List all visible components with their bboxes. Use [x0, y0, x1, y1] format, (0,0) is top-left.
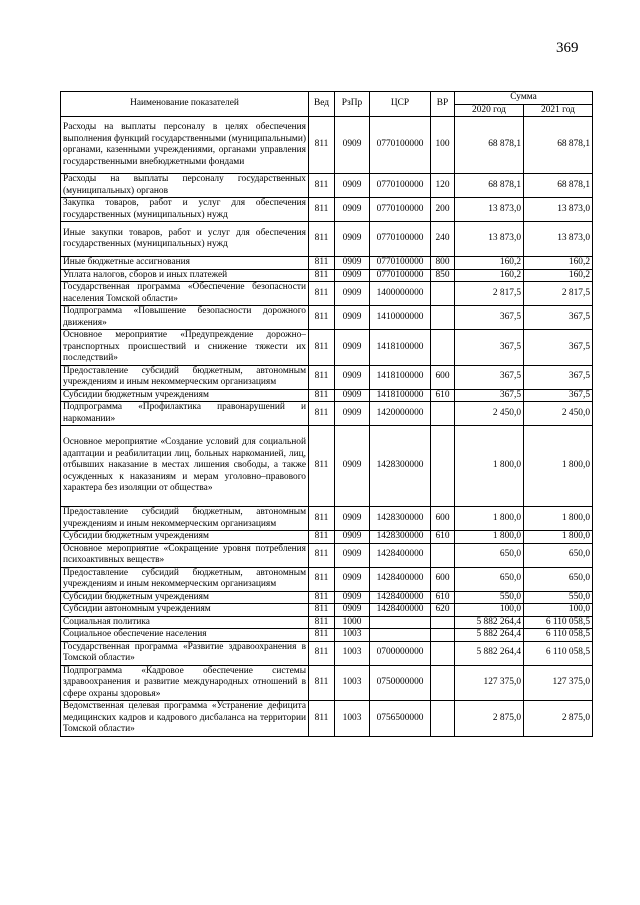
row-rzpr-cell: 1003	[335, 629, 370, 642]
row-vr-cell	[431, 282, 455, 306]
row-ved-cell: 811	[309, 402, 335, 426]
row-sum-2021-cell: 160,2	[524, 269, 593, 282]
row-vr-cell: 800	[431, 257, 455, 270]
row-ved-cell: 811	[309, 282, 335, 306]
row-vr-cell	[431, 330, 455, 366]
row-vr-cell	[431, 629, 455, 642]
row-sum-2020-cell: 160,2	[455, 257, 524, 270]
row-name-cell: Субсидии бюджетным учреждениям	[61, 389, 309, 402]
header-vr: ВР	[431, 92, 455, 117]
row-sum-2020-cell: 100,0	[455, 604, 524, 617]
row-ved-cell: 811	[309, 426, 335, 507]
row-name-cell: Государственная программа «Обеспечение безопасности населения Томской области»	[61, 282, 309, 306]
row-sum-2020-cell: 650,0	[455, 567, 524, 591]
row-sum-2020-cell: 1 800,0	[455, 426, 524, 507]
row-rzpr-cell: 0909	[335, 591, 370, 604]
header-year-2021: 2021 год	[524, 104, 593, 117]
row-sum-2021-cell: 650,0	[524, 543, 593, 567]
row-csr-cell	[370, 616, 431, 629]
row-vr-cell	[431, 616, 455, 629]
row-ved-cell: 811	[309, 604, 335, 617]
row-csr-cell: 1428300000	[370, 426, 431, 507]
row-sum-2020-cell: 367,5	[455, 389, 524, 402]
row-sum-2020-cell: 160,2	[455, 269, 524, 282]
header-name: Наименование показателей	[61, 92, 309, 117]
row-ved-cell: 811	[309, 543, 335, 567]
row-csr-cell: 1418100000	[370, 330, 431, 366]
row-sum-2020-cell: 550,0	[455, 591, 524, 604]
row-sum-2020-cell: 68 878,1	[455, 117, 524, 174]
row-rzpr-cell: 0909	[335, 282, 370, 306]
table-row	[61, 641, 593, 665]
row-csr-cell: 1428400000	[370, 591, 431, 604]
table-row	[61, 629, 593, 642]
row-sum-2021-cell: 650,0	[524, 567, 593, 591]
row-name-cell: Расходы на выплаты персоналу в целях обеспечения выполнения функций государственными (муниципальными) органами, казенными учреждениями, органами управления государственными внебюджетными фондами	[61, 117, 309, 174]
row-vr-cell: 610	[431, 591, 455, 604]
table-row	[61, 665, 593, 701]
row-csr-cell: 0770100000	[370, 257, 431, 270]
row-rzpr-cell: 0909	[335, 365, 370, 389]
table-header	[61, 92, 593, 117]
row-sum-2021-cell: 1 800,0	[524, 531, 593, 544]
row-ved-cell: 811	[309, 174, 335, 198]
row-ved-cell: 811	[309, 665, 335, 701]
table-row	[61, 701, 593, 737]
row-vr-cell: 600	[431, 365, 455, 389]
row-name-cell: Подпрограмма «Повышение безопасности дорожного движения»	[61, 306, 309, 330]
row-name-cell: Государственная программа «Развитие здравоохранения в Томской области»	[61, 641, 309, 665]
row-sum-2021-cell: 2 817,5	[524, 282, 593, 306]
row-rzpr-cell: 0909	[335, 269, 370, 282]
row-csr-cell: 1420000000	[370, 402, 431, 426]
row-rzpr-cell: 1003	[335, 665, 370, 701]
row-sum-2021-cell: 13 873,0	[524, 222, 593, 257]
row-vr-cell: 600	[431, 567, 455, 591]
table-row	[61, 591, 593, 604]
row-csr-cell: 1428300000	[370, 507, 431, 531]
row-rzpr-cell: 0909	[335, 543, 370, 567]
row-csr-cell	[370, 629, 431, 642]
row-sum-2021-cell: 2 450,0	[524, 402, 593, 426]
row-csr-cell: 0756500000	[370, 701, 431, 737]
row-name-cell: Предоставление субсидий бюджетным, автономным учреждениям и иным некоммерческим организациям	[61, 507, 309, 531]
row-csr-cell: 0700000000	[370, 641, 431, 665]
row-rzpr-cell: 0909	[335, 222, 370, 257]
row-ved-cell: 811	[309, 616, 335, 629]
row-name-cell: Основное мероприятие «Сокращение уровня потребления психоактивных веществ»	[61, 543, 309, 567]
row-sum-2020-cell: 2 817,5	[455, 282, 524, 306]
row-sum-2021-cell: 6 110 058,5	[524, 641, 593, 665]
row-name-cell: Предоставление субсидий бюджетным, автономным учреждениям и иным некоммерческим организациям	[61, 567, 309, 591]
budget-table	[60, 91, 593, 737]
row-csr-cell: 0770100000	[370, 269, 431, 282]
page-number: 369	[556, 40, 579, 56]
row-rzpr-cell: 0909	[335, 531, 370, 544]
row-rzpr-cell: 0909	[335, 257, 370, 270]
header-year-2020: 2020 год	[455, 104, 524, 117]
table-row	[61, 282, 593, 306]
row-csr-cell: 0770100000	[370, 117, 431, 174]
table-row	[61, 507, 593, 531]
row-name-cell: Социальная политика	[61, 616, 309, 629]
row-sum-2021-cell: 13 873,0	[524, 198, 593, 222]
row-name-cell: Основное мероприятие «Предупреждение дорожно–транспортных происшествий и снижение тяжести их последствий»	[61, 330, 309, 366]
row-vr-cell: 120	[431, 174, 455, 198]
row-ved-cell: 811	[309, 330, 335, 366]
table-row	[61, 567, 593, 591]
table-row	[61, 604, 593, 617]
row-sum-2021-cell: 550,0	[524, 591, 593, 604]
table-row	[61, 531, 593, 544]
row-sum-2020-cell: 5 882 264,4	[455, 629, 524, 642]
row-ved-cell: 811	[309, 531, 335, 544]
row-ved-cell: 811	[309, 306, 335, 330]
table-row	[61, 616, 593, 629]
row-csr-cell: 1428400000	[370, 567, 431, 591]
row-rzpr-cell: 0909	[335, 426, 370, 507]
row-name-cell: Основное мероприятие «Создание условий для социальной адаптации и реабилитации лиц, больных наркоманией, лиц, отбывших наказание в местах лишения свободы, а также осужденных к наказаниям и мерам уголовно–правового характера без изоляции от общества»	[61, 426, 309, 507]
row-name-cell: Уплата налогов, сборов и иных платежей	[61, 269, 309, 282]
row-ved-cell: 811	[309, 701, 335, 737]
table-row	[61, 117, 593, 174]
row-ved-cell: 811	[309, 641, 335, 665]
table-body	[61, 117, 593, 737]
row-ved-cell: 811	[309, 507, 335, 531]
row-sum-2020-cell: 5 882 264,4	[455, 616, 524, 629]
row-ved-cell: 811	[309, 591, 335, 604]
row-name-cell: Подпрограмма «Профилактика правонарушений и наркомании»	[61, 402, 309, 426]
row-csr-cell: 1428300000	[370, 531, 431, 544]
row-csr-cell: 0770100000	[370, 222, 431, 257]
row-sum-2021-cell: 6 110 058,5	[524, 629, 593, 642]
table-row	[61, 365, 593, 389]
table-row	[61, 543, 593, 567]
row-ved-cell: 811	[309, 365, 335, 389]
row-vr-cell: 610	[431, 531, 455, 544]
row-vr-cell	[431, 402, 455, 426]
row-rzpr-cell: 0909	[335, 402, 370, 426]
row-rzpr-cell: 1003	[335, 641, 370, 665]
row-vr-cell: 100	[431, 117, 455, 174]
row-sum-2021-cell: 2 875,0	[524, 701, 593, 737]
row-rzpr-cell: 0909	[335, 306, 370, 330]
row-vr-cell: 240	[431, 222, 455, 257]
row-ved-cell: 811	[309, 222, 335, 257]
row-rzpr-cell: 0909	[335, 174, 370, 198]
row-sum-2020-cell: 5 882 264,4	[455, 641, 524, 665]
row-sum-2021-cell: 367,5	[524, 389, 593, 402]
header-rzpr: РзПр	[335, 92, 370, 117]
header-ved: Вед	[309, 92, 335, 117]
table-row	[61, 330, 593, 366]
row-sum-2020-cell: 13 873,0	[455, 198, 524, 222]
row-name-cell: Иные закупки товаров, работ и услуг для обеспечения государственных (муниципальных) нужд	[61, 222, 309, 257]
table-row	[61, 257, 593, 270]
row-ved-cell: 811	[309, 629, 335, 642]
row-csr-cell: 1428400000	[370, 604, 431, 617]
row-rzpr-cell: 0909	[335, 567, 370, 591]
row-vr-cell	[431, 543, 455, 567]
row-rzpr-cell: 0909	[335, 389, 370, 402]
row-sum-2021-cell: 367,5	[524, 365, 593, 389]
table-row	[61, 174, 593, 198]
row-sum-2021-cell: 100,0	[524, 604, 593, 617]
row-sum-2021-cell: 367,5	[524, 306, 593, 330]
table-row	[61, 306, 593, 330]
row-csr-cell: 0770100000	[370, 174, 431, 198]
row-sum-2021-cell: 1 800,0	[524, 426, 593, 507]
row-csr-cell: 0770100000	[370, 198, 431, 222]
row-sum-2020-cell: 1 800,0	[455, 507, 524, 531]
row-ved-cell: 811	[309, 567, 335, 591]
table-row	[61, 198, 593, 222]
row-sum-2020-cell: 127 375,0	[455, 665, 524, 701]
row-name-cell: Социальное обеспечение населения	[61, 629, 309, 642]
row-csr-cell: 0750000000	[370, 665, 431, 701]
row-ved-cell: 811	[309, 389, 335, 402]
row-name-cell: Иные бюджетные ассигнования	[61, 257, 309, 270]
row-sum-2020-cell: 367,5	[455, 306, 524, 330]
row-sum-2020-cell: 1 800,0	[455, 531, 524, 544]
row-rzpr-cell: 1003	[335, 701, 370, 737]
row-csr-cell: 1428400000	[370, 543, 431, 567]
row-ved-cell: 811	[309, 257, 335, 270]
row-ved-cell: 811	[309, 269, 335, 282]
row-rzpr-cell: 0909	[335, 117, 370, 174]
row-sum-2021-cell: 68 878,1	[524, 117, 593, 174]
row-sum-2020-cell: 2 450,0	[455, 402, 524, 426]
row-name-cell: Предоставление субсидий бюджетным, автономным учреждениям и иным некоммерческим организациям	[61, 365, 309, 389]
row-sum-2020-cell: 13 873,0	[455, 222, 524, 257]
row-sum-2020-cell: 367,5	[455, 365, 524, 389]
table-row	[61, 426, 593, 507]
row-sum-2021-cell: 6 110 058,5	[524, 616, 593, 629]
row-vr-cell	[431, 641, 455, 665]
row-vr-cell: 620	[431, 604, 455, 617]
row-rzpr-cell: 1000	[335, 616, 370, 629]
row-vr-cell: 600	[431, 507, 455, 531]
header-csr: ЦСР	[370, 92, 431, 117]
row-name-cell: Субсидии автономным учреждениям	[61, 604, 309, 617]
row-sum-2020-cell: 367,5	[455, 330, 524, 366]
row-rzpr-cell: 0909	[335, 507, 370, 531]
row-csr-cell: 1418100000	[370, 389, 431, 402]
row-vr-cell	[431, 665, 455, 701]
table-row	[61, 269, 593, 282]
table-row	[61, 389, 593, 402]
row-vr-cell: 200	[431, 198, 455, 222]
row-sum-2020-cell: 68 878,1	[455, 174, 524, 198]
row-name-cell: Ведомственная целевая программа «Устранение дефицита медицинских кадров и кадрового дисбаланса на территории Томской области»	[61, 701, 309, 737]
row-name-cell: Закупка товаров, работ и услуг для обеспечения государственных (муниципальных) нужд	[61, 198, 309, 222]
row-sum-2021-cell: 160,2	[524, 257, 593, 270]
row-name-cell: Расходы на выплаты персоналу государственных (муниципальных) органов	[61, 174, 309, 198]
row-vr-cell	[431, 306, 455, 330]
table-row	[61, 402, 593, 426]
row-name-cell: Подпрограмма «Кадровое обеспечение системы здравоохранения и развитие международных отношений в сфере охраны здоровья»	[61, 665, 309, 701]
row-sum-2020-cell: 650,0	[455, 543, 524, 567]
row-csr-cell: 1418100000	[370, 365, 431, 389]
row-csr-cell: 1400000000	[370, 282, 431, 306]
row-rzpr-cell: 0909	[335, 604, 370, 617]
row-rzpr-cell: 0909	[335, 198, 370, 222]
row-ved-cell: 811	[309, 198, 335, 222]
row-rzpr-cell: 0909	[335, 330, 370, 366]
row-vr-cell: 850	[431, 269, 455, 282]
row-name-cell: Субсидии бюджетным учреждениям	[61, 591, 309, 604]
row-name-cell: Субсидии бюджетным учреждениям	[61, 531, 309, 544]
row-csr-cell: 1410000000	[370, 306, 431, 330]
row-sum-2021-cell: 367,5	[524, 330, 593, 366]
row-sum-2020-cell: 2 875,0	[455, 701, 524, 737]
table-row	[61, 222, 593, 257]
row-ved-cell: 811	[309, 117, 335, 174]
row-sum-2021-cell: 127 375,0	[524, 665, 593, 701]
row-vr-cell	[431, 426, 455, 507]
row-sum-2021-cell: 1 800,0	[524, 507, 593, 531]
header-sum: Сумма	[455, 92, 593, 105]
row-sum-2021-cell: 68 878,1	[524, 174, 593, 198]
row-vr-cell: 610	[431, 389, 455, 402]
row-vr-cell	[431, 701, 455, 737]
